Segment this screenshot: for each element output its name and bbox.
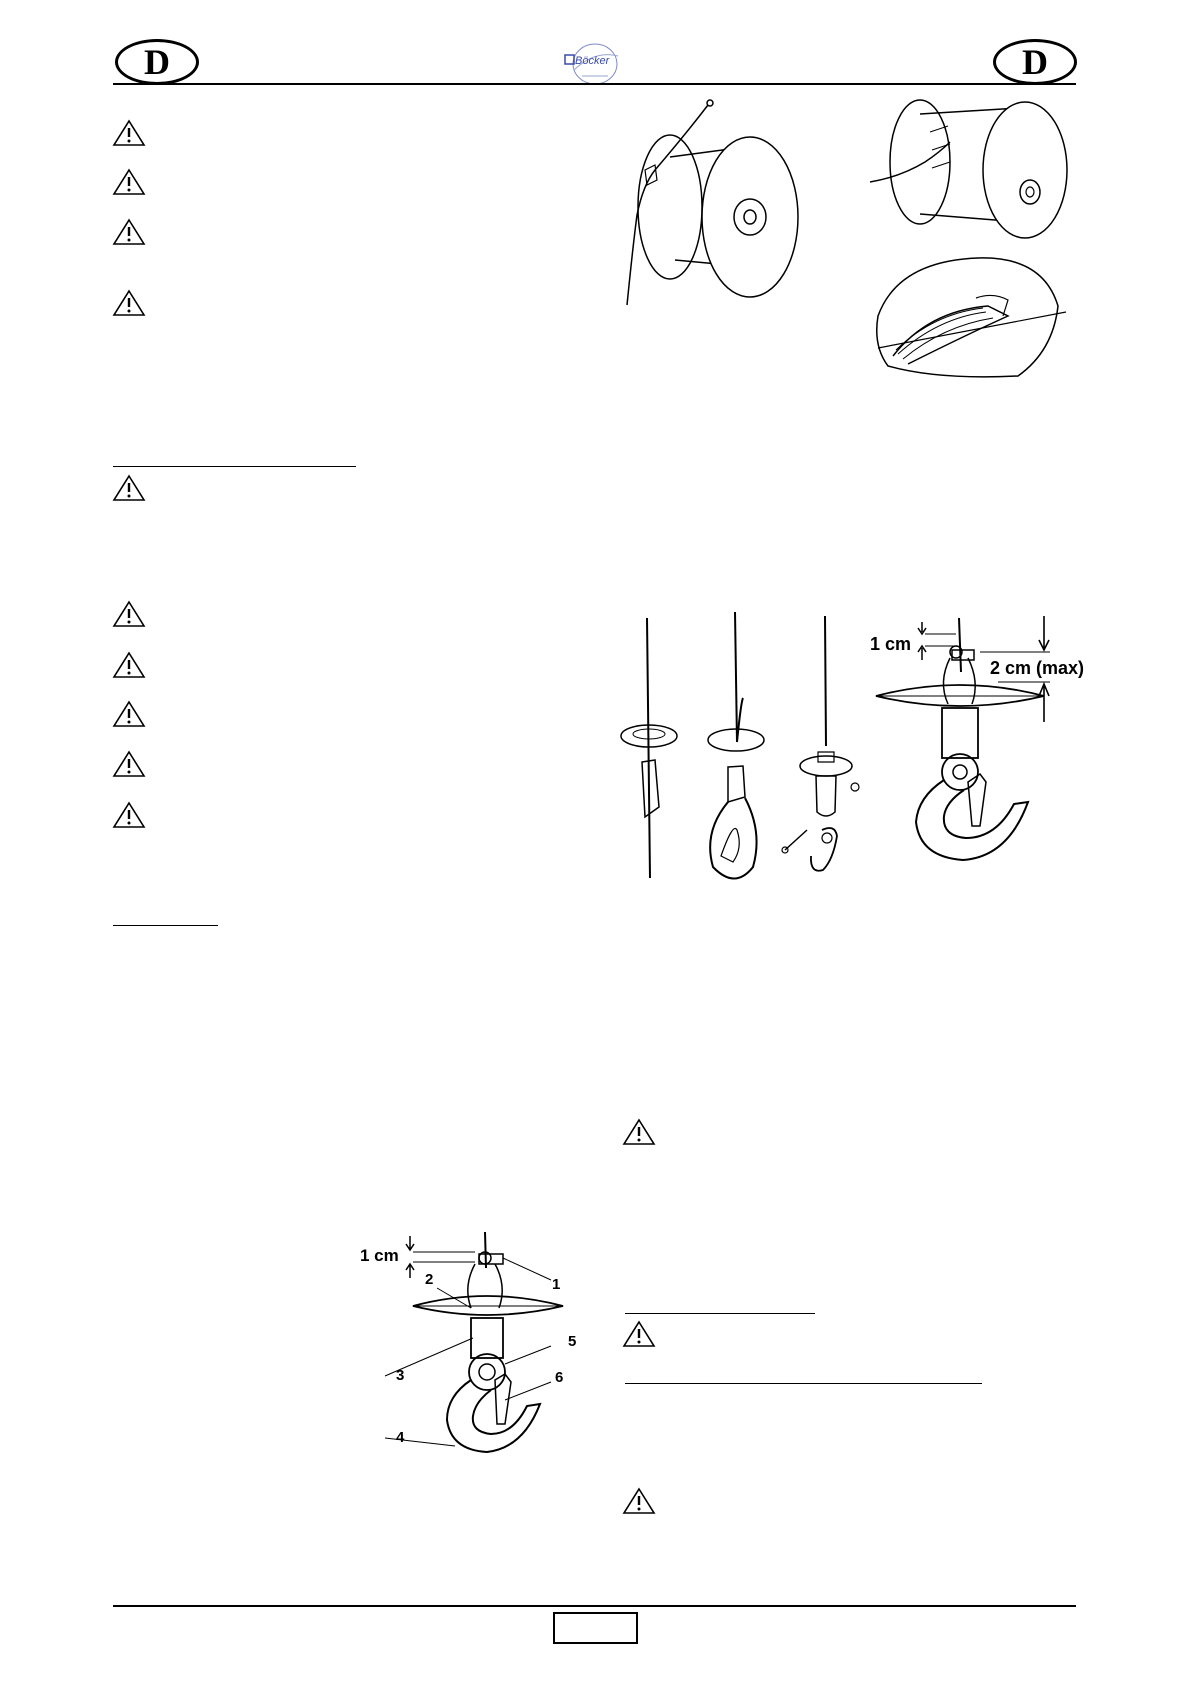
logo-text: Böcker xyxy=(575,55,610,67)
footer-rule xyxy=(113,1605,1076,1607)
hook-block-parts-figure xyxy=(355,1228,595,1478)
language-badge-right xyxy=(993,39,1077,85)
cable-drum-figure-left xyxy=(625,95,835,310)
warning-triangle-icon xyxy=(112,119,146,147)
callout-6: 6 xyxy=(555,1369,564,1386)
language-badge-right-label: D xyxy=(1022,42,1048,82)
callout-4: 4 xyxy=(396,1429,405,1446)
language-badge-left xyxy=(115,39,199,85)
warning-triangle-icon xyxy=(622,1118,656,1146)
dimension-label-2cm-max: 2 cm (max) xyxy=(990,658,1085,678)
callout-1: 1 xyxy=(552,1276,561,1293)
hook-block-dimension-figure xyxy=(868,612,1098,866)
page-number-box xyxy=(553,1612,638,1644)
warning-triangle-icon xyxy=(112,218,146,246)
boecker-logo-icon xyxy=(560,40,630,86)
callout-3: 3 xyxy=(396,1367,405,1384)
language-badge-left-label: D xyxy=(144,42,170,82)
callout-5: 5 xyxy=(568,1333,577,1350)
warning-triangle-icon xyxy=(622,1487,656,1515)
company-logo xyxy=(560,40,630,86)
warning-triangle-icon xyxy=(112,289,146,317)
warning-triangle-icon xyxy=(112,168,146,196)
cable-end-sequence-figure xyxy=(615,612,885,892)
warning-triangle-icon xyxy=(112,474,146,502)
callout-2: 2 xyxy=(425,1271,434,1288)
warning-triangle-icon xyxy=(112,600,146,628)
cable-detail-figure xyxy=(868,256,1076,382)
warning-triangle-icon xyxy=(112,651,146,679)
warning-triangle-icon xyxy=(112,700,146,728)
section-heading-underline xyxy=(113,466,356,467)
section-heading-underline xyxy=(625,1383,982,1384)
header-rule xyxy=(113,83,1076,85)
warning-triangle-icon xyxy=(622,1320,656,1348)
cable-drum-figure-right xyxy=(870,92,1070,260)
dimension-label-1cm: 1 cm xyxy=(870,634,912,654)
warning-triangle-icon xyxy=(112,750,146,778)
section-heading-underline xyxy=(113,925,218,926)
section-heading-underline xyxy=(625,1313,815,1314)
warning-triangle-icon xyxy=(112,801,146,829)
dimension-label-1cm: 1 cm xyxy=(360,1246,399,1265)
